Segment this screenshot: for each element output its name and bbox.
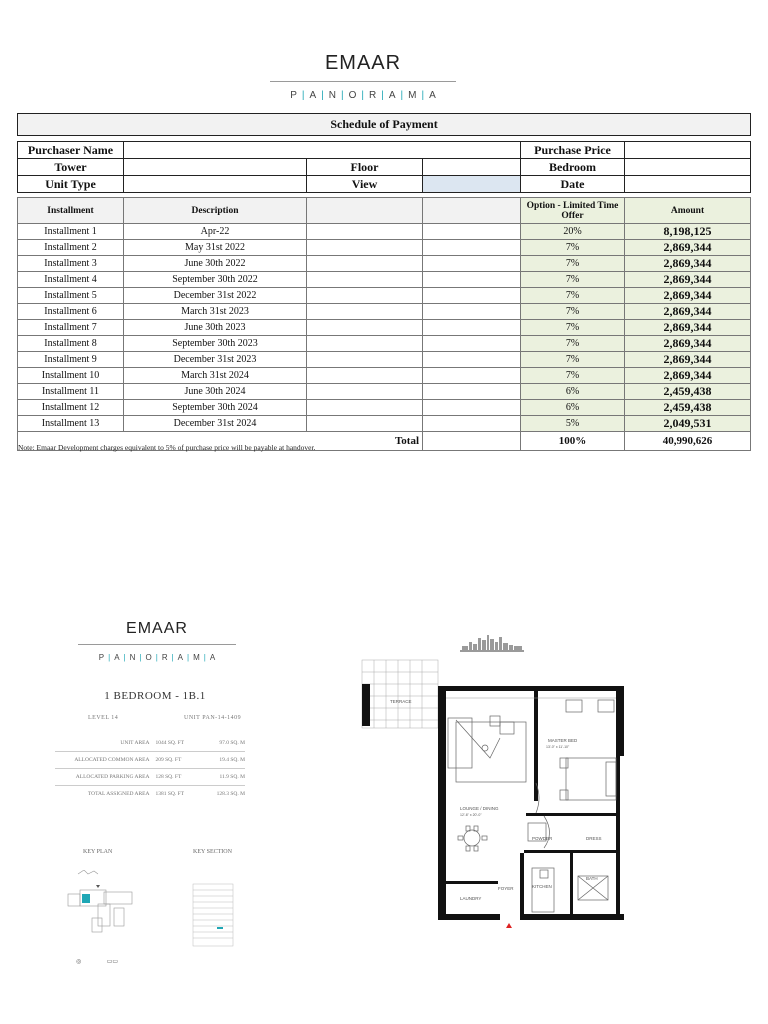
installment-row — [18, 304, 751, 320]
area-sqft: 128 SQ. FT — [155, 774, 182, 780]
description-cell: May 31st 2022 — [124, 240, 307, 256]
north-arrow-icon: ◎ — [76, 959, 82, 965]
blank-cell — [423, 224, 521, 240]
amount-cell: 2,459,438 — [625, 384, 751, 400]
percent-cell: 7% — [521, 336, 625, 352]
blank-cell — [307, 224, 423, 240]
percent-cell: 7% — [521, 304, 625, 320]
purchase-price-field[interactable] — [625, 142, 751, 159]
installment-cell: Installment 10 — [18, 368, 124, 384]
area-row — [55, 786, 245, 802]
amount-cell: 2,869,344 — [625, 256, 751, 272]
installment-cell: Installment 5 — [18, 288, 124, 304]
percent-cell: 7% — [521, 368, 625, 384]
logo-letter: M — [408, 90, 417, 101]
purchaser-name-field[interactable] — [124, 142, 521, 159]
blank-cell — [307, 416, 423, 432]
blank-cell — [307, 304, 423, 320]
percent-cell: 7% — [521, 256, 625, 272]
description-header: Description — [124, 198, 307, 224]
key-section-label: KEY SECTION — [193, 849, 232, 855]
key-section-drawing — [189, 880, 237, 948]
installment-cell: Installment 8 — [18, 336, 124, 352]
area-table — [55, 735, 245, 802]
description-cell: Apr-22 — [124, 224, 307, 240]
description-cell: September 30th 2023 — [124, 336, 307, 352]
installment-cell: Installment 6 — [18, 304, 124, 320]
emaar-panorama-logo-small — [78, 620, 236, 662]
blank-cell — [423, 384, 521, 400]
unit-type-label: Unit Type — [18, 176, 124, 193]
percent-cell: 7% — [521, 288, 625, 304]
installment-row — [18, 352, 751, 368]
amount-cell: 2,869,344 — [625, 288, 751, 304]
room-label-kitchen: KITCHEN — [532, 884, 552, 889]
area-sqft: 1381 SQ. FT — [155, 791, 185, 797]
logo-subtitle: P | A | N | O | R | A | M | A — [78, 653, 236, 662]
blank-cell — [307, 352, 423, 368]
blank-cell — [423, 304, 521, 320]
installment-row — [18, 288, 751, 304]
legend-icons — [76, 958, 118, 965]
blank-cell — [307, 400, 423, 416]
installment-row — [18, 416, 751, 432]
logo-divider — [78, 644, 236, 645]
bedroom-label: Bedroom — [521, 159, 625, 176]
installment-row — [18, 256, 751, 272]
blank-header — [307, 198, 423, 224]
logo-letter: P — [290, 90, 297, 101]
percent-cell: 7% — [521, 240, 625, 256]
percent-cell: 7% — [521, 320, 625, 336]
key-plan-drawing — [64, 870, 136, 970]
installment-row — [18, 320, 751, 336]
amount-cell: 2,459,438 — [625, 400, 751, 416]
installment-row — [18, 400, 751, 416]
blank-cell — [307, 384, 423, 400]
total-amount: 40,990,626 — [625, 432, 751, 451]
room-dim-master-bed: 13'-0" x 11'-10" — [546, 745, 570, 749]
installment-cell: Installment 11 — [18, 384, 124, 400]
total-blank — [423, 432, 521, 451]
amount-header: Amount — [625, 198, 751, 224]
installment-row — [18, 272, 751, 288]
blank-cell — [423, 352, 521, 368]
installment-header: Installment — [18, 198, 124, 224]
handover-note: Note: Emaar Development charges equivalent to 5% of purchase price will be payable at handover. — [18, 443, 316, 452]
installment-cell: Installment 13 — [18, 416, 124, 432]
area-label: ALLOCATED PARKING AREA — [75, 774, 150, 780]
logo-letter: P — [98, 653, 105, 662]
bedroom-field[interactable] — [625, 159, 751, 176]
area-label: TOTAL ASSIGNED AREA — [87, 791, 150, 797]
logo-letter: A — [309, 90, 317, 101]
logo-letter: N — [129, 653, 136, 662]
emaar-panorama-logo — [270, 52, 456, 101]
unit-number-label: UNIT PAN-14-1409 — [184, 715, 242, 721]
floor-plan-drawing — [360, 658, 628, 934]
blank-cell — [423, 336, 521, 352]
description-cell: September 30th 2022 — [124, 272, 307, 288]
amount-cell: 2,869,344 — [625, 240, 751, 256]
installment-row — [18, 336, 751, 352]
logo-word: EMAAR — [126, 620, 188, 637]
view-label: View — [307, 176, 423, 193]
logo-word: EMAAR — [324, 52, 402, 74]
blank-cell — [307, 336, 423, 352]
description-cell: March 31st 2023 — [124, 304, 307, 320]
schedule-title: Schedule of Payment — [18, 114, 751, 136]
description-cell: December 31st 2022 — [124, 288, 307, 304]
blank-cell — [423, 288, 521, 304]
description-cell: June 30th 2024 — [124, 384, 307, 400]
blank-cell — [307, 240, 423, 256]
area-label: UNIT AREA — [120, 740, 150, 746]
level-label: LEVEL 14 — [88, 715, 119, 721]
room-label-laundry: LAUNDRY — [460, 896, 482, 901]
description-cell: March 31st 2024 — [124, 368, 307, 384]
installment-table — [17, 197, 751, 451]
area-sqft: 209 SQ. FT — [155, 757, 182, 763]
blank-cell — [307, 272, 423, 288]
installment-cell: Installment 9 — [18, 352, 124, 368]
percent-cell: 7% — [521, 272, 625, 288]
area-sqm: 19.4 SQ. M — [219, 757, 245, 763]
room-label-foyer: FOYER — [498, 886, 514, 891]
room-label-powder: POWDER — [532, 836, 553, 841]
schedule-header-table — [17, 113, 751, 193]
blank-cell — [423, 368, 521, 384]
purchase-price-label: Purchase Price — [521, 142, 625, 159]
date-field[interactable] — [625, 176, 751, 193]
area-row — [55, 735, 245, 752]
description-cell: December 31st 2024 — [124, 416, 307, 432]
logo-letter: N — [328, 90, 337, 101]
logo-subtitle: P | A | N | O | R | A | M | A — [270, 90, 456, 101]
logo-divider — [270, 81, 456, 82]
amount-cell: 2,869,344 — [625, 320, 751, 336]
installment-row — [18, 240, 751, 256]
blank-cell — [423, 400, 521, 416]
amount-cell: 2,049,531 — [625, 416, 751, 432]
logo-letter: R — [369, 90, 377, 101]
installment-cell: Installment 4 — [18, 272, 124, 288]
key-plan-label: KEY PLAN — [83, 849, 113, 855]
skyline-icon — [460, 634, 524, 652]
room-label-bath: BATH — [586, 876, 598, 881]
blank-cell — [423, 240, 521, 256]
installment-row — [18, 368, 751, 384]
blank-header — [423, 198, 521, 224]
blank-cell — [307, 288, 423, 304]
description-cell: December 31st 2023 — [124, 352, 307, 368]
blank-cell — [423, 416, 521, 432]
description-cell: June 30th 2022 — [124, 256, 307, 272]
amount-cell: 2,869,344 — [625, 336, 751, 352]
blank-cell — [423, 320, 521, 336]
area-label: ALLOCATED COMMON AREA — [74, 757, 150, 763]
logo-letter: O — [348, 90, 357, 101]
room-label-lounge: LOUNGE / DINING — [460, 806, 499, 811]
percent-cell: 7% — [521, 352, 625, 368]
option-header: Option - Limited Time Offer — [521, 198, 625, 224]
installment-row — [18, 224, 751, 240]
area-sqft: 1044 SQ. FT — [155, 740, 185, 746]
percent-cell: 20% — [521, 224, 625, 240]
description-cell: September 30th 2024 — [124, 400, 307, 416]
blank-cell — [307, 320, 423, 336]
amount-cell: 2,869,344 — [625, 352, 751, 368]
percent-cell: 6% — [521, 384, 625, 400]
unit-type-title: 1 BEDROOM - 1B.1 — [104, 690, 206, 702]
view-field[interactable] — [423, 176, 521, 193]
schedule-of-payment — [17, 113, 750, 451]
tower-label: Tower — [18, 159, 124, 176]
purchaser-name-label: Purchaser Name — [18, 142, 124, 159]
installment-cell: Installment 7 — [18, 320, 124, 336]
installment-cell: Installment 2 — [18, 240, 124, 256]
terrace-grid — [362, 660, 438, 728]
area-sqm: 128.3 SQ. M — [216, 791, 245, 797]
logo-letter: A — [209, 653, 216, 662]
percent-cell: 5% — [521, 416, 625, 432]
floor-label: Floor — [307, 159, 423, 176]
installment-row — [18, 384, 751, 400]
description-cell: June 30th 2023 — [124, 320, 307, 336]
logo-letter: A — [429, 90, 436, 101]
percent-cell: 6% — [521, 400, 625, 416]
room-label-dress: DRESS — [586, 836, 602, 841]
room-label-terrace: TERRACE — [390, 699, 412, 704]
amount-cell: 2,869,344 — [625, 272, 751, 288]
blank-cell — [307, 256, 423, 272]
blank-cell — [423, 272, 521, 288]
scale-bar-icon: ▭▭ — [106, 959, 119, 965]
blank-cell — [423, 256, 521, 272]
area-sqm: 97.0 SQ. M — [219, 740, 245, 746]
installment-cell: Installment 3 — [18, 256, 124, 272]
installment-cell: Installment 12 — [18, 400, 124, 416]
floor-field[interactable] — [423, 159, 521, 176]
installment-cell: Installment 1 — [18, 224, 124, 240]
blank-cell — [307, 368, 423, 384]
date-label: Date — [521, 176, 625, 193]
amount-cell: 2,869,344 — [625, 304, 751, 320]
logo-letter: M — [193, 653, 200, 662]
area-row — [55, 769, 245, 786]
amount-cell: 2,869,344 — [625, 368, 751, 384]
logo-letter: A — [114, 653, 120, 662]
room-dim-lounge: 12'-6" x 20'-0" — [460, 813, 482, 817]
unit-type-field[interactable] — [124, 176, 307, 193]
entrance-marker-icon — [506, 923, 512, 928]
logo-letter: R — [161, 653, 168, 662]
total-label: Total — [18, 432, 423, 451]
total-percent: 100% — [521, 432, 625, 451]
area-row — [55, 752, 245, 769]
amount-cell: 8,198,125 — [625, 224, 751, 240]
area-sqm: 11.9 SQ. M — [219, 774, 245, 780]
room-label-master-bed: MASTER BED — [548, 738, 578, 743]
logo-letter: A — [388, 90, 396, 101]
tower-field[interactable] — [124, 159, 307, 176]
logo-letter: A — [177, 653, 184, 662]
logo-letter: O — [145, 653, 152, 662]
